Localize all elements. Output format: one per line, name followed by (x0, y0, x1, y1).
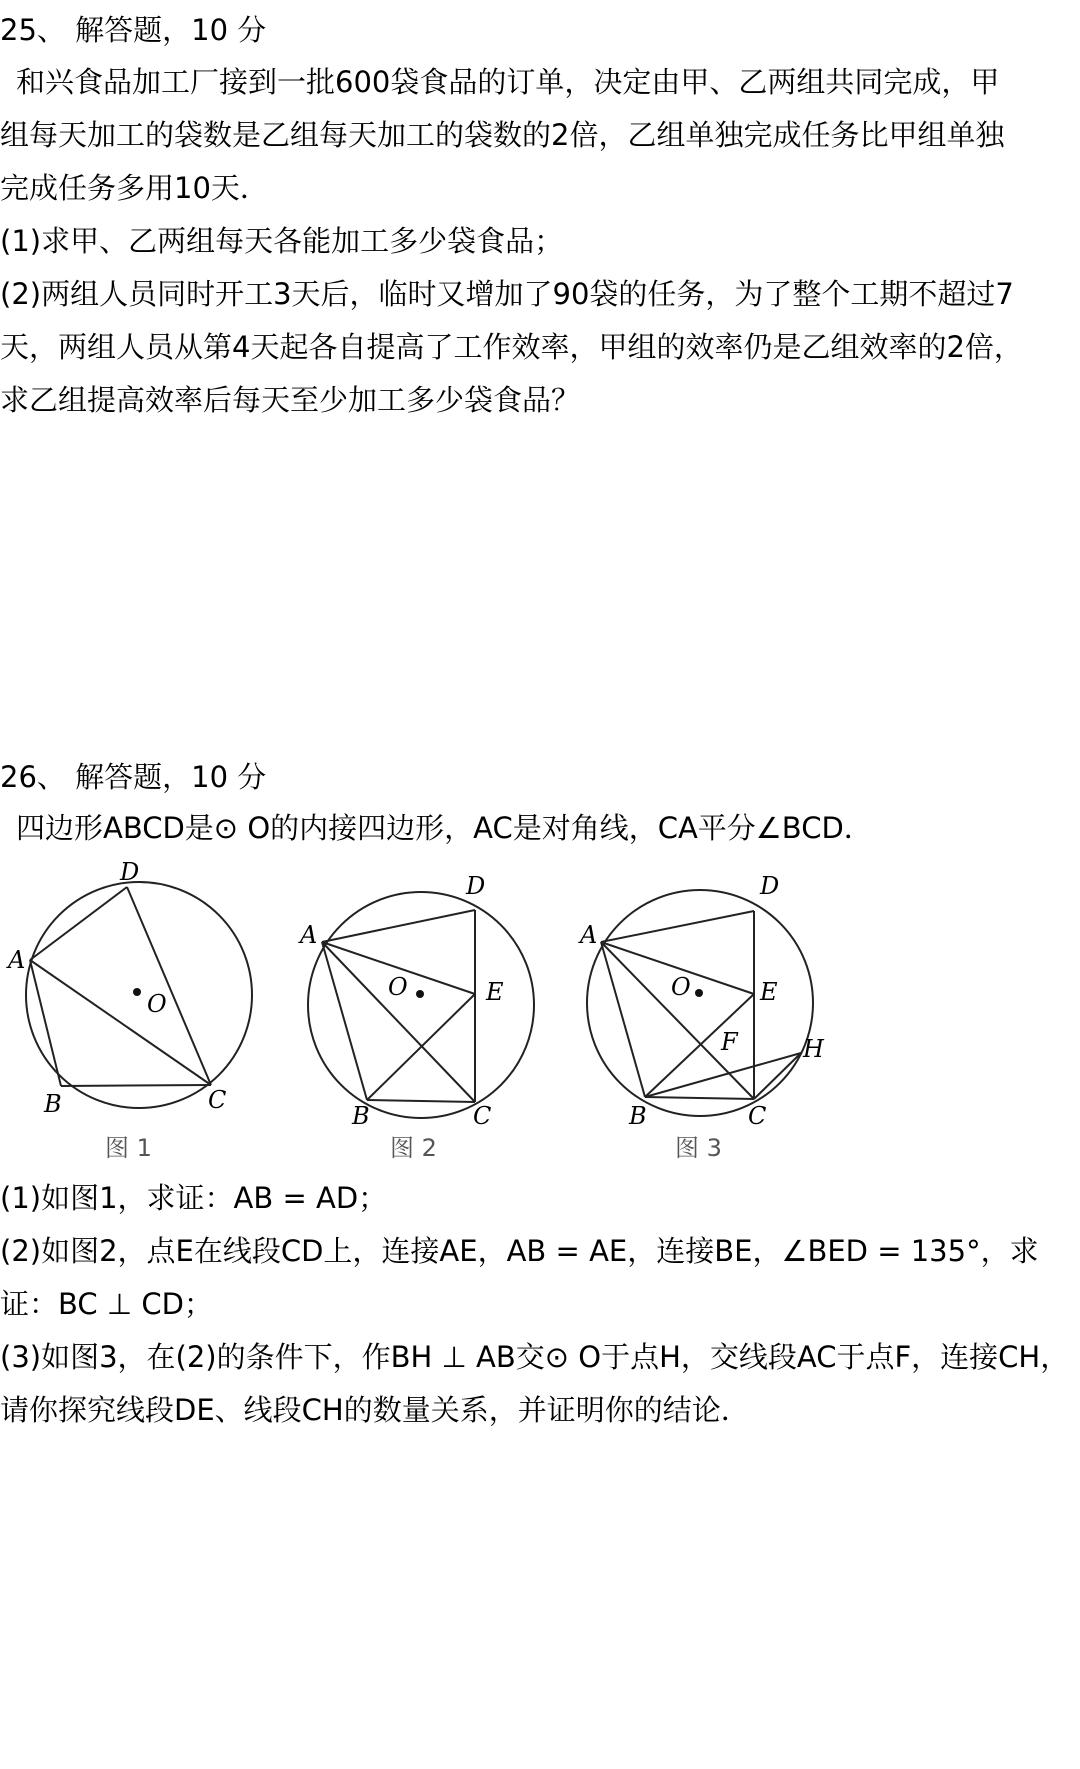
question-25-body (0, 56, 1080, 427)
fig2-center-point (416, 990, 424, 998)
q26-line-2: (2)如图2，点E在线段CD上，连接AE，AB = AE，连接BE，∠BED = 135°，求 (0, 1234, 1039, 1268)
fig3-label-F: F (721, 1028, 738, 1056)
fig3-line-BC (645, 1097, 754, 1099)
q26-intro-line: 四边形ABCD是⊙ O的内接四边形，AC是对角线，CA平分∠BCD． (16, 811, 873, 845)
fig3-caption: 图 3 (675, 1134, 722, 1162)
fig2-label-C: C (473, 1102, 492, 1130)
fig3-label-B: B (629, 1102, 647, 1130)
fig3-label-E: E (760, 978, 778, 1006)
fig3-label-C: C (748, 1102, 767, 1130)
question-26-body (0, 1172, 1080, 1437)
q25-line-2: 组每天加工的袋数是乙组每天加工的袋数的2倍，乙组单独完成任务比甲组单独 (0, 118, 1005, 152)
q25-line-3: 完成任务多用10天． (0, 171, 269, 205)
fig2-label-D: D (466, 872, 486, 900)
q25-line-7: 求乙组提高效率后每天至少加工多少袋食品？ (0, 383, 581, 417)
fig1-label-B: B (44, 1090, 62, 1118)
fig1-label-C: C (208, 1086, 227, 1114)
fig1-label-A: A (8, 946, 26, 974)
question-26-intro (0, 802, 1080, 855)
question-26-header: 26、 解答题，10 分 (0, 760, 267, 794)
q25-line-6: 天，两组人员从第4天起各自提高了工作效率，甲组的效率仍是乙组效率的2倍， (0, 330, 1023, 364)
fig3-line-AD (601, 911, 754, 942)
fig3-label-A: A (580, 921, 598, 949)
fig1-line-AD (30, 887, 127, 960)
fig2-caption: 图 2 (390, 1134, 437, 1162)
geometry-figures-svg (0, 850, 860, 1180)
q26-line-5: 请你探究线段DE、线段CH的数量关系，并证明你的结论． (0, 1393, 750, 1427)
fig1-label-D: D (120, 858, 140, 886)
fig1-caption: 图 1 (105, 1134, 152, 1162)
fig3-label-H: H (803, 1035, 824, 1063)
fig3-label-D: D (760, 872, 780, 900)
q26-line-3: 证：BC ⊥ CD； (0, 1287, 213, 1321)
fig2-line-AD (322, 910, 475, 942)
question-26-figures (0, 850, 860, 1180)
fig3-center-point (695, 989, 703, 997)
fig2-line-BC (367, 1100, 475, 1102)
fig2-label-A: A (300, 921, 318, 949)
question-25-header: 25、 解答题，10 分 (0, 13, 267, 47)
fig2-label-B: B (352, 1102, 370, 1130)
q25-line-4: (1)求甲、乙两组每天各能加工多少袋食品； (0, 224, 564, 258)
fig1-center-point (133, 988, 141, 996)
fig2-label-E: E (486, 978, 504, 1006)
q26-line-1: (1)如图1，求证：AB = AD； (0, 1181, 388, 1215)
q26-line-4: (3)如图3，在(2)的条件下，作BH ⊥ AB交⊙ O于点H，交线段AC于点F，连接CH， (0, 1340, 1070, 1374)
fig2-label-O: O (388, 973, 408, 1001)
q25-line-1: 和兴食品加工厂接到一批600袋食品的订单，决定由甲、乙两组共同完成，甲 (16, 65, 1000, 99)
q25-line-5: (2)两组人员同时开工3天后，临时又增加了90袋的任务，为了整个工期不超过7 (0, 277, 1014, 311)
figure-3 (587, 890, 813, 1116)
fig1-line-BC (61, 1085, 211, 1086)
fig1-label-O: O (147, 990, 167, 1018)
fig3-label-O: O (671, 973, 691, 1001)
